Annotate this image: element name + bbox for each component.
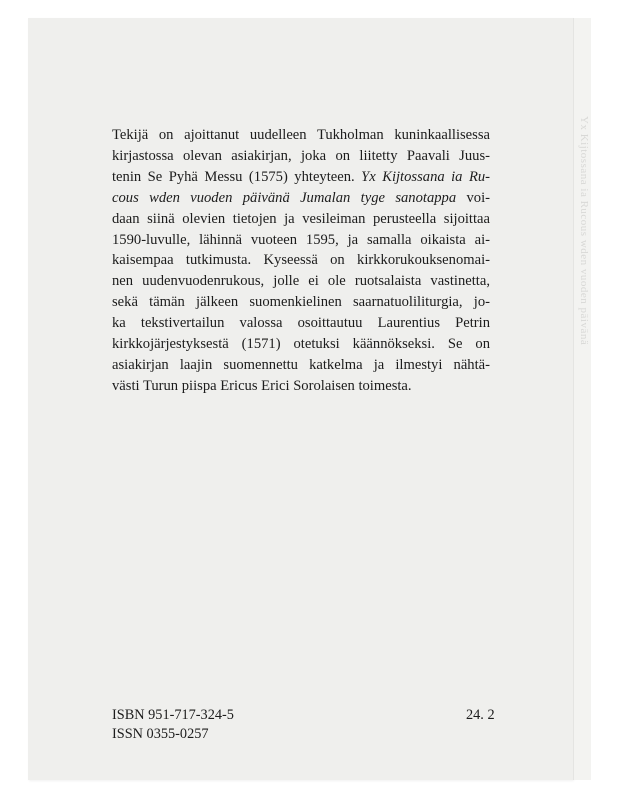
text-line <box>112 376 490 397</box>
italic-title: Yx Kijtossana ia Ru- <box>361 168 491 185</box>
text-line <box>112 271 490 292</box>
text-run: västi Turun piispa Ericus Erici Sorolaisen toimesta. <box>112 377 412 394</box>
text-line <box>112 334 490 355</box>
text-line <box>112 167 490 188</box>
text-line <box>112 230 490 251</box>
text-run: kirkkojärjestyksestä (1571) otetuksi käännökseksi. Se on <box>112 336 490 353</box>
text-line <box>112 250 490 271</box>
text-line <box>112 292 490 313</box>
series-number: 24. 2 <box>466 707 495 723</box>
text-line <box>112 188 490 209</box>
text-line <box>112 355 490 376</box>
issn-number: ISSN 0355-0257 <box>112 726 209 742</box>
isbn-number: ISBN 951-717-324-5 <box>112 707 234 723</box>
text-run: kirjastossa olevan asiakirjan, joka on liitetty Paavali Juus- <box>112 147 490 164</box>
text-run: ka tekstivertailun valossa osoittautuu Laurentius Petrin <box>112 315 490 332</box>
description-paragraph <box>112 125 490 397</box>
text-run: daan siinä olevien tietojen ja vesileiman perusteella sijoittaa <box>112 210 490 227</box>
text-run: kaisempaa tutkimusta. Kyseessä on kirkkorukouksenomai- <box>112 252 490 269</box>
text-run: sekä tämän jälkeen suomenkielinen saarnatuoliliturgia, jo- <box>112 294 490 311</box>
text-line <box>112 125 490 146</box>
text-line <box>112 313 490 334</box>
text-run: Tekijä on ajoittanut uudelleen Tukholman kuninkaallisessa <box>112 127 490 143</box>
text-run: tenin Se Pyhä Messu (1575) yhteyteen. <box>112 168 362 185</box>
text-run: voi- <box>456 189 490 206</box>
italic-title: cous wden vuoden päivänä Jumalan tyge sanotappa <box>112 189 457 206</box>
text-run: 1590-luvulle, lähinnä vuoteen 1595, ja samalla oikaista ai- <box>112 231 490 248</box>
text-run: asiakirjan laajin suomennettu katkelma ja ilmestyi nähtä- <box>112 356 490 373</box>
text-line <box>112 209 490 230</box>
text-run: nen uudenvuodenrukous, jolle ei ole ruotsalaista vastinetta, <box>112 273 490 290</box>
identifier-block <box>112 706 234 744</box>
text-line <box>112 146 490 167</box>
spine-title: Yx Kijtossana ia Rucous wden vuoden päivänä <box>578 116 590 346</box>
